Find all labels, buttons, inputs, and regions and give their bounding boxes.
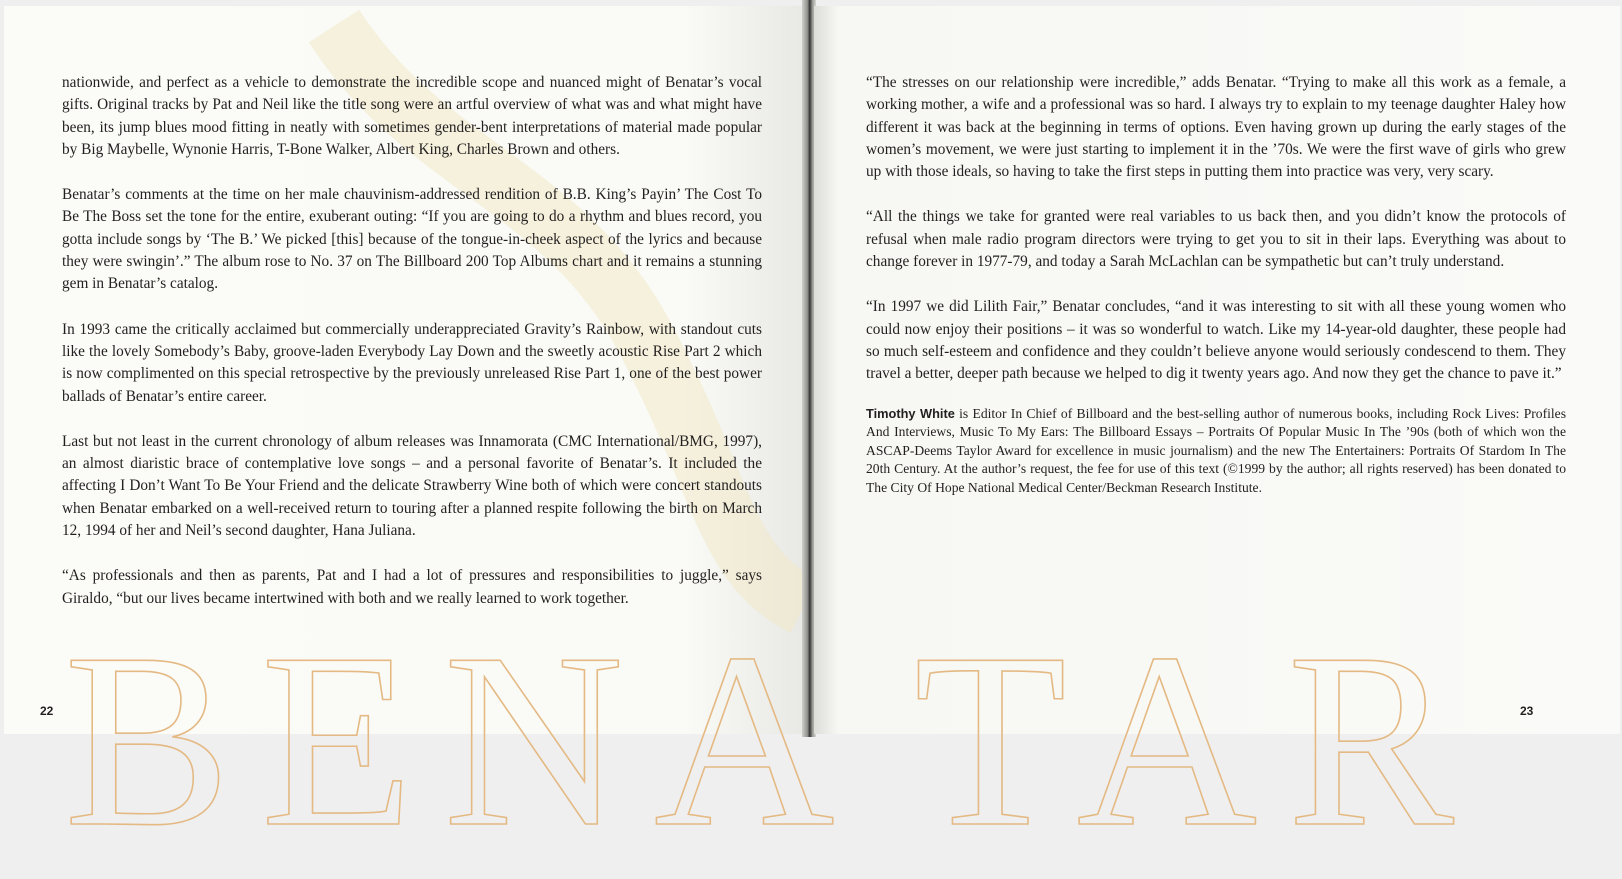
author-name: Timothy White [866,405,955,421]
left-page [4,6,865,879]
left-text-column [62,72,762,633]
author-bio: is Editor In Chief of Billboard and the best-selling author of numerous books, including Rock Lives: Profiles And Interviews, Music To My Ears: The Billboard Essays – Portraits Of Popular Music In The ’90s (both of which won the ASCAP-Deems Taylor Award for excellence in music journalism) and the new The Entertainers: Portraits Of Stardom In The 20th Century. At the author’s request, the fee for use of this text (©1999 by the author; all rights reserved) has been donated to The City Of Hope National Medical Center/Beckman Research Institute. [866,405,1566,495]
body-paragraph: nationwide, and perfect as a vehicle to demonstrate the incredible scope and nuanced might of Benatar’s vocal gifts. Original tracks by Pat and Neil like the title song were an artful overview of what was and what might have been, its jump blues mood fitting in neatly with sometimes gender-bent interpretations of material made popular by Big Maybelle, Wynonie Harris, T-Bone Walker, Albert King, Charles Brown and others. [62,74,762,158]
body-paragraph: “The stresses on our relationship were incredible,” adds Benatar. “Trying to make all this work as a female, a working mother, a wife and a professional was so hard. I always try to explain to my teenage daughter Haley how different it was back at the beginning in terms of options. Even having grown up during the early stages of the women’s movement, we were just starting to implement it in the ’70s. We were the first wave of girls who grew up with those ideals, so having to take the first steps in putting them into practice was very, very scary. [866,74,1566,181]
page-number: 23 [1520,704,1534,718]
benatar-watermark-left: BENA [64,602,865,879]
body-paragraph: Benatar’s comments at the time on her male chauvinism-addressed rendition of B.B. King’s Payin’ The Cost To Be The Boss set the tone for the entire, exuberant outing: “If you are going to do a rhythm and blues record, you gotta include songs by ‘The B.’ We picked [this] because of the tongue-in-cheek aspect of the lyrics and because they were swingin’.” The album rose to No. 37 on The Billboard 200 Top Albums chart and it remains a stunning gem in Benatar’s catalog. [62,186,762,293]
right-text-column [866,72,1566,521]
benatar-watermark-right: TAR [914,602,1484,879]
right-page [814,6,1620,879]
body-paragraph: Last but not least in the current chronology of album releases was Innamorata (CMC International/BMG, 1997), an almost diaristic brace of contemplative love songs – and a personal favorite of Benatar’s. It included the affecting I Don’t Want To Be Your Friend and the delicate Strawberry Wine both of which were concert standouts when Benatar embarked on a well-received return to touring after a planned respite following the birth on March 12, 1994 of her and Neil’s second daughter, Hana Juliana. [62,432,762,540]
page-number: 22 [40,704,54,718]
body-paragraph: “As professionals and then as parents, Pat and I had a lot of pressures and responsibilities to juggle,” says Giraldo, “but our lives became intertwined with both and we really learned to work together. [62,567,762,607]
author-credit [866,405,1566,498]
body-paragraph: “All the things we take for granted were real variables to us back then, and you didn’t know the protocols of refusal when male radio program directors were trying to get you to sit in their laps. Everything was about to change forever in 1977-79, and today a Sarah McLachlan can be sympathetic but can’t truly understand. [866,208,1566,271]
body-paragraph: In 1993 came the critically acclaimed but commercially underappreciated Gravity’s Rainbow, with standout cuts like the lovely Somebody’s Baby, groove-laden Everybody Lay Down and the sweetly acoustic Rise Part 2 which is now complimented on this special retrospective by the previously unreleased Rise Part 1, one of the best power ballads of Benatar’s entire career. [62,320,762,405]
body-paragraph: “In 1997 we did Lilith Fair,” Benatar concludes, “and it was interesting to sit with all these young women who could now enjoy their positions – it was so wonderful to watch. Like my 14-year-old daughter, these people had so much self-esteem and confidence and they couldn’t believe anyone would seriously condescend to them. They travel a better, deeper path because we helped to dig it twenty years ago. And now they get the chance to pave it.” [866,298,1566,383]
